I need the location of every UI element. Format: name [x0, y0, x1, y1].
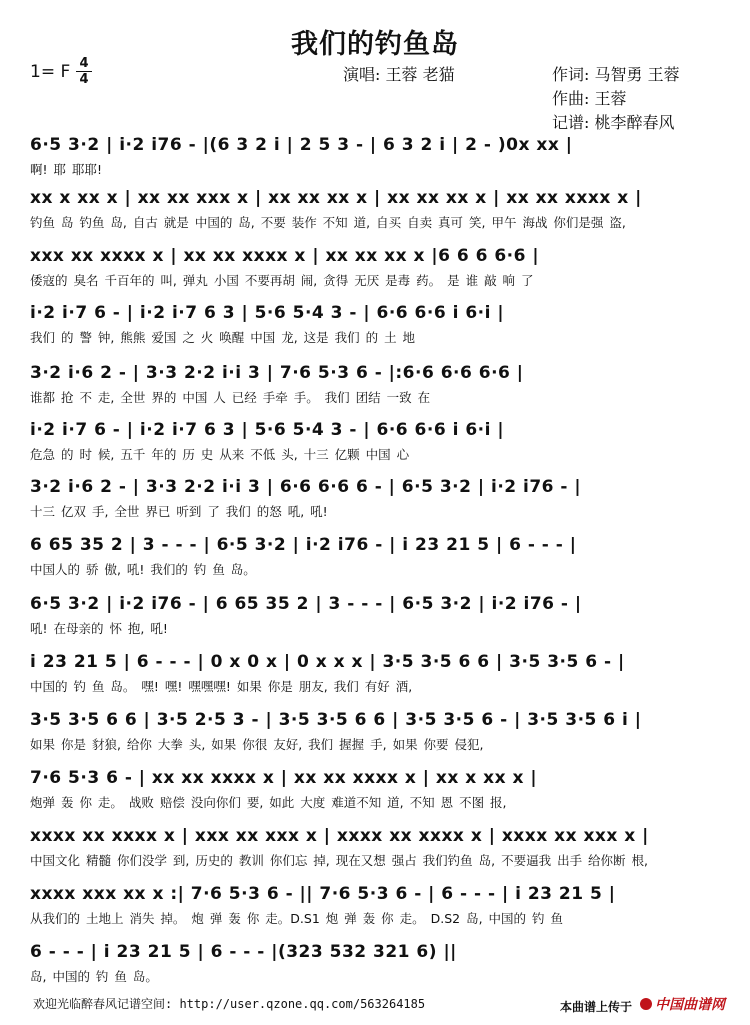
- lyrics-line-1: 啊! 耶 耶耶!: [30, 162, 102, 177]
- composer-credit: 作曲: 王蓉: [552, 89, 627, 108]
- transcriber-credit: 记谱: 桃李醉春风: [552, 113, 675, 132]
- notes-line-8: 6 65 35 2 | 3 - - - | 6·5 3·2 | i·2 i76 - | i 23 21 5 | 6 - - - |: [30, 535, 577, 555]
- notes-line-6: i·2 i·7 6 - | i·2 i·7 6 3 | 5·6 5·4 3 - | 6·6 6·6 i 6·i |: [30, 420, 505, 440]
- notes-line-12: 7·6 5·3 6 - | xx xx xxxx x | xx xx xxxx x | xx x xx x |: [30, 768, 538, 788]
- song-title: 我们的钓鱼岛: [291, 29, 459, 60]
- lyrics-line-14: 从我们的 土地上 消失 掉。 炮 弹 轰 你 走。D.S1 炮 弹 轰 你 走。 D.S2 岛, 中国的 钓 鱼: [30, 911, 563, 926]
- time-signature: [76, 57, 92, 86]
- lyricist-credit: 作词: 马智勇 王蓉: [552, 65, 680, 84]
- lyrics-line-5: 谁都 抢 不 走, 全世 界的 中国 人 已经 手牵 手。 我们 团结 一致 在: [30, 390, 431, 405]
- key-signature: 1= F: [30, 62, 71, 82]
- lyrics-line-13: 中国文化 精髓 你们没学 到, 历史的 教训 你们忘 掉, 现在又想 强占 我们钓鱼 岛, 不要逼我 出手 给你断 根,: [30, 853, 648, 868]
- lyrics-line-9: 吼! 在母亲的 怀 抱, 吼!: [30, 621, 168, 636]
- notes-line-9: 6·5 3·2 | i·2 i76 - | 6 65 35 2 | 3 - - - | 6·5 3·2 | i·2 i76 - |: [30, 594, 582, 614]
- lyrics-line-7: 十三 亿双 手, 全世 界已 听到 了 我们 的怒 吼, 吼!: [30, 504, 328, 519]
- lyrics-line-8: 中国人的 骄 傲, 吼! 我们的 钓 鱼 岛。: [30, 562, 256, 577]
- notes-line-11: 3·5 3·5 6 6 | 3·5 2·5 3 - | 3·5 3·5 6 6 | 3·5 3·5 6 - | 3·5 3·5 6 i |: [30, 710, 642, 730]
- notes-line-10: i 23 21 5 | 6 - - - | 0 x 0 x | 0 x x x | 3·5 3·5 6 6 | 3·5 3·5 6 - |: [30, 652, 625, 672]
- lyrics-line-11: 如果 你是 豺狼, 给你 大拳 头, 如果 你很 友好, 我们 握握 手, 如果 你要 侵犯,: [30, 737, 484, 752]
- upload-note: 本曲谱上传于: [560, 1000, 633, 1014]
- site-note: 欢迎光临醉春风记谱空间: http://user.qzone.qq.com/563264185: [33, 997, 426, 1011]
- meter-bottom: 4: [79, 72, 89, 87]
- notes-line-2: xx x xx x | xx xx xxx x | xx xx xx x | xx xx xx x | xx xx xxxx x |: [30, 188, 642, 208]
- notes-line-14: xxxx xxx xx x :| 7·6 5·3 6 - || 7·6 5·3 6 - | 6 - - - | i 23 21 5 |: [30, 884, 616, 904]
- notes-line-1: 6·5 3·2 | i·2 i76 - |(6 3 2 i | 2 5 3 - | 6 3 2 i | 2 - )0x xx |: [30, 135, 573, 155]
- notes-line-7: 3·2 i·6 2 - | 3·3 2·2 i·i 3 | 6·6 6·6 6 - | 6·5 3·2 | i·2 i76 - |: [30, 477, 582, 497]
- logo-text: 中国曲谱网: [655, 997, 725, 1013]
- lyrics-line-6: 危急 的 时 候, 五千 年的 历 史 从来 不低 头, 十三 亿颗 中国 心: [30, 447, 410, 462]
- lyrics-line-4: 我们 的 警 钟, 熊熊 爱国 之 火 唤醒 中国 龙, 这是 我们 的 土 地: [30, 330, 416, 345]
- meter-top: 4: [79, 56, 89, 71]
- singer-credit: 演唱: 王蓉 老猫: [343, 65, 455, 84]
- lyrics-line-3: 倭寇的 臭名 千百年的 叫, 弹丸 小国 不要再胡 闹, 贪得 无厌 是毒 药。 是 谁 敲 响 了: [30, 273, 534, 288]
- notes-line-3: xxx xx xxxx x | xx xx xxxx x | xx xx xx x |6 6 6 6·6 |: [30, 246, 540, 266]
- lyrics-line-2: 钓鱼 岛 钓鱼 岛, 自古 就是 中国的 岛, 不要 装作 不知 道, 自买 自卖 真可 笑, 甲午 海战 你们是强 盗,: [30, 215, 626, 230]
- notes-line-15: 6 - - - | i 23 21 5 | 6 - - - |(323 532 321 6) ||: [30, 942, 457, 962]
- lyrics-line-12: 炮弹 轰 你 走。 战败 赔偿 没向你们 要, 如此 大度 难道不知 道, 不知 恩 不图 报,: [30, 795, 507, 810]
- logo-icon: [640, 998, 652, 1010]
- notes-line-13: xxxx xx xxxx x | xxx xx xxx x | xxxx xx xxxx x | xxxx xx xxx x |: [30, 826, 649, 846]
- lyrics-line-10: 中国的 钓 鱼 岛。 嘿! 嘿! 嘿嘿嘿! 如果 你是 朋友, 我们 有好 酒,: [30, 679, 413, 694]
- notes-line-5: 3·2 i·6 2 - | 3·3 2·2 i·i 3 | 7·6 5·3 6 - |:6·6 6·6 6·6 |: [30, 363, 524, 383]
- lyrics-line-15: 岛, 中国的 钓 鱼 岛。: [30, 969, 158, 984]
- notes-line-4: i·2 i·7 6 - | i·2 i·7 6 3 | 5·6 5·4 3 - | 6·6 6·6 i 6·i |: [30, 303, 505, 323]
- site-logo[interactable]: [640, 994, 725, 1014]
